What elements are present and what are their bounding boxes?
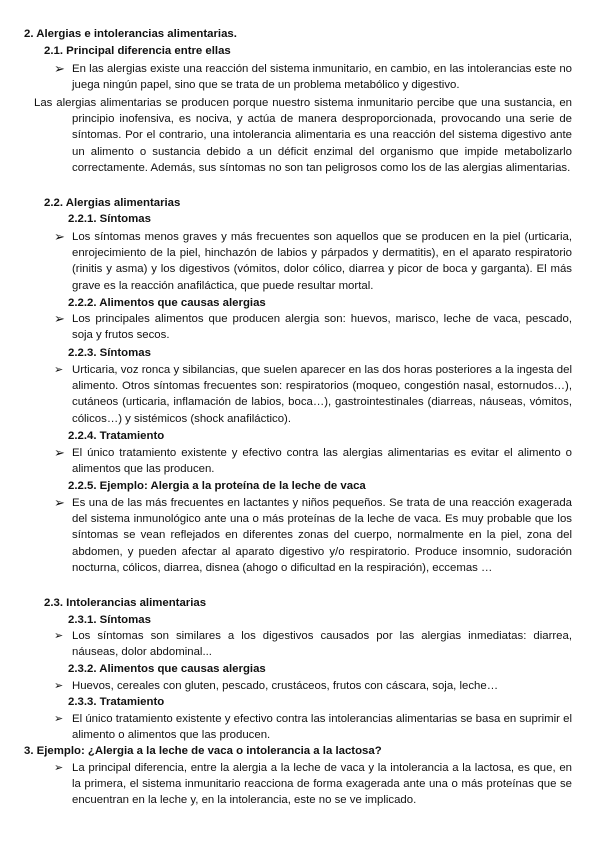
section-2-2-1-heading: 2.2.1. Síntomas (68, 213, 151, 225)
bullet-arrow-icon: ➢ (54, 229, 65, 244)
bullet-arrow-outline-icon: ➢ (54, 364, 64, 376)
bullet-arrow-outline-icon: ➢ (54, 680, 64, 692)
section-2-2-2-bullet: Los principales alimentos que producen alergia son: huevos, marisco, leche de vaca, pescado, soja y frutos secos. (72, 313, 572, 342)
bullet-arrow-icon: ➢ (54, 311, 65, 326)
bullet-arrow-outline-icon: ➢ (54, 713, 64, 725)
section-2-3-1-bullet: Los síntomas son similares a los digestivos causados por las alergias inmediatas: diarrea, náuseas, dolor abdominal... (72, 630, 572, 659)
section-2-2-heading: 2.2. Alergias alimentarias (44, 197, 181, 209)
section-2-2-3-heading: 2.2.3. Síntomas (68, 347, 151, 359)
section-2-2-4-bullet: El único tratamiento existente y efectivo contra las alergias alimentarias es evitar el alimento o alimentos que las producen. (72, 447, 572, 476)
section-2-2-5-bullet: Es una de las más frecuentes en lactantes y niños pequeños. Se trata de una reacción exagerada del sistema inmunológico ante una o más proteínas de la leche de vaca. Es muy probable que los síntomas se vean reflejados en diferentes zonas del cuerpo, normalmente en la piel, zona del abdomen, y pueden afectar al aparato digestivo y/o respiratorio. Produce insomnio, sudoración nocturna, cólicos, diarrea, disnea (ahogo o dificultad en la respiración), eccemas … (72, 497, 572, 574)
bullet-arrow-icon: ➢ (54, 61, 65, 76)
bullet-arrow-icon: ➢ (54, 445, 65, 460)
section-2-2-2-heading: 2.2.2. Alimentos que causas alergias (68, 297, 266, 309)
section-2-3-heading: 2.3. Intolerancias alimentarias (44, 597, 207, 609)
section-2-1-paragraph-text: Las alergias alimentarias se producen porque nuestro sistema inmunitario percibe que una sustancia, en principio inofensiva, es nociva, y actúa de manera desproporcionada, provocando una serie de síntomas. Por el contrario, una intolerancia alimentaria es una reacción del sistema digestivo ante un alimento o sustancia debido a un déficit enzimal del organismo que impide metabolizarlo correctamente. Además, sus síntomas no son tan peligrosos como los de las alergias alimentarias. (34, 97, 572, 174)
section-2-2-4-heading: 2.2.4. Tratamiento (68, 430, 165, 442)
section-2-1-paragraph (34, 95, 572, 176)
section-2-1-bullet: En las alergias existe una reacción del sistema inmunitario, en cambio, en las intolerancias este no juega ningún papel, sino que se trata de un problema metabólico y digestivo. (72, 63, 572, 92)
section-2-2-1-bullet: Los síntomas menos graves y más frecuentes son aquellos que se producen en la piel (urticaria, enrojecimiento de la piel, hinchazón de labios y párpados y dermatitis), en el aparato respiratorio (rinitis y asma) y los digestivos (vómitos, dolor cólico, diarrea y picor de boca y garganta). El más grave es la reacción anafiláctica, que puede resultar mortal. (72, 231, 572, 292)
section-2-1-heading: 2.1. Principal diferencia entre ellas (44, 45, 231, 57)
section-3-bullet: La principal diferencia, entre la alergia a la leche de vaca y la intolerancia a la lactosa, es que, en la primera, el sistema inmunitario reacciona de forma exagerada ante una o más proteínas que se encuentran en la leche y, en la intolerancia, este no se ve implicado. (72, 762, 572, 807)
section-2-3-3-bullet: El único tratamiento existente y efectivo contra las intolerancias alimentarias se basa en suprimir el alimento o alimentos que las producen. (72, 713, 572, 742)
section-2-3-3-heading: 2.3.3. Tratamiento (68, 696, 165, 708)
section-2-2-5-heading: 2.2.5. Ejemplo: Alergia a la proteína de la leche de vaca (68, 480, 366, 492)
bullet-arrow-icon: ➢ (54, 495, 65, 510)
bullet-arrow-outline-icon: ➢ (54, 630, 64, 642)
section-2-heading: 2. Alergias e intolerancias alimentarias. (24, 28, 237, 40)
section-3-heading: 3. Ejemplo: ¿Alergia a la leche de vaca o intolerancia a la lactosa? (24, 745, 382, 757)
section-2-3-1-heading: 2.3.1. Síntomas (68, 614, 151, 626)
section-2-3-2-bullet: Huevos, cereales con gluten, pescado, crustáceos, frutos con cáscara, soja, leche… (72, 680, 499, 692)
section-2-3-2-heading: 2.3.2. Alimentos que causas alergias (68, 663, 266, 675)
section-2-2-3-bullet: Urticaria, voz ronca y sibilancias, que suelen aparecer en las dos horas posteriores a la ingesta del alimento. Otros síntomas frecuentes son: respiratorios (moqueo, congestión nasal, estornudos…), cutáneos (urticaria, inflamación de labios, boca…), gastrointestinales (diarreas, náuseas, vómitos, cólicos…) y sistémicos (shock anafiláctico). (72, 364, 572, 425)
bullet-arrow-outline-icon: ➢ (54, 762, 64, 774)
